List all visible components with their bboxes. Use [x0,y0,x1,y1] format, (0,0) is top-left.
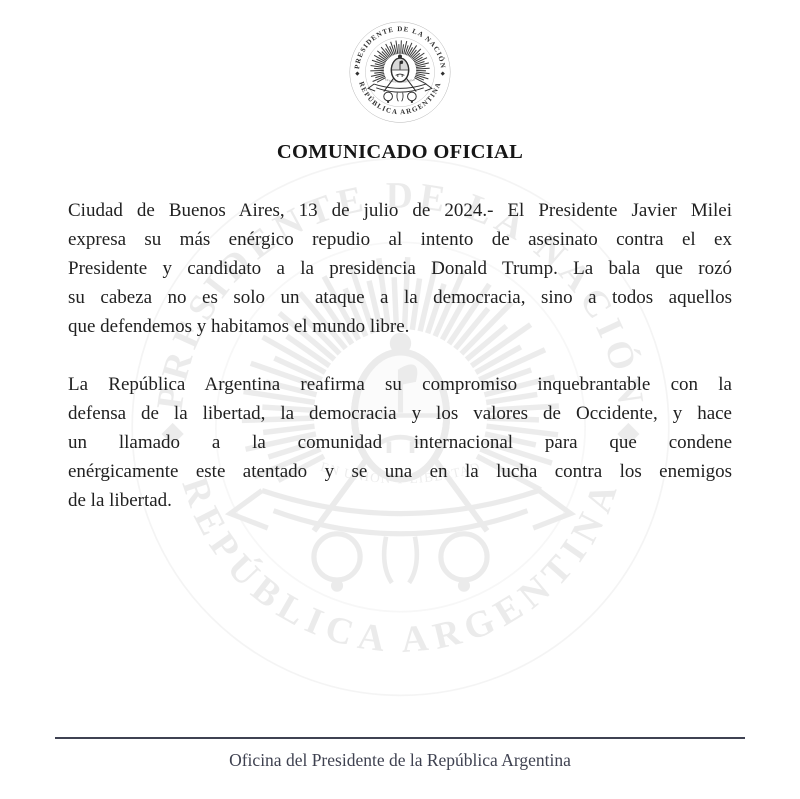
presidential-seal [346,16,454,124]
text-line: enérgicamente este atentado y se una en la lucha contra los enemigos [68,461,732,482]
paragraph-1 [68,196,732,341]
text-line: Ciudad de Buenos Aires, 13 de julio de 2024.- El Presidente Javier Milei [68,200,732,221]
footer-office-name: Oficina del Presidente de la República Argentina [229,750,571,770]
text-line: Presidente y candidato a la presidencia Donald Trump. La bala que rozó [68,258,732,279]
text-line: defensa de la libertad, la democracia y los valores de Occidente, y hace [68,403,732,424]
page-title: COMUNICADO OFICIAL [276,141,524,163]
communique-body [68,196,732,544]
text-line: de la libertad. [68,490,172,511]
text-line: su cabeza no es solo un ataque a la democracia, sino a todos aquellos [68,287,732,308]
footer-divider [55,737,745,739]
text-line: expresa su más enérgico repudio al intento de asesinato contra el ex [68,229,732,250]
presidential-seal-svg [346,16,454,124]
text-line: que defendemos y habitamos el mundo libre. [68,316,410,337]
text-line: La República Argentina reafirma su compromiso inquebrantable con la [68,374,732,395]
text-line: un llamado a la comunidad internacional para que condene [68,432,732,453]
paragraph-2 [68,370,732,515]
